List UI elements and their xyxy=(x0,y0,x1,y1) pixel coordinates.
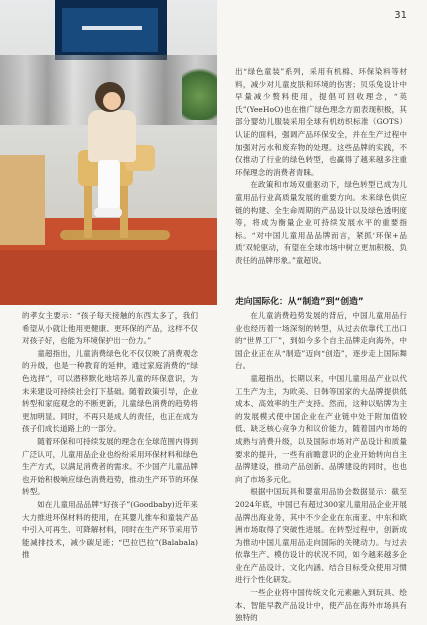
right-column-bottom xyxy=(235,310,407,625)
page-number: 31 xyxy=(394,10,407,21)
exhibition-photo xyxy=(0,0,217,305)
paragraph: 的孝女主要示：“孩子每天接触的东西太多了，我们希望从小就让他用更健康、更环保的产品，这样不仅对孩子好，也能为环境保护出一份力。” xyxy=(22,311,198,346)
photo-child-face xyxy=(103,92,121,110)
photo-display-screen-inner xyxy=(62,8,158,52)
left-column xyxy=(22,310,198,562)
paragraph: 童超指出，长期以来，中国儿童用品产业以代工生产为主，为欧美、日韩等国家的大品牌提供低成本、高效率的生产支持。然而，这种以贴牌为主的发展模式使中国企业在产业链中处于附加值较低、缺乏核心竞争力和议价能力，随着国内市场的成熟与消费升级，以及国际市场对产品设计和质量要求的提升，一些有前瞻意识的企业开始转向自主品牌建设，推动产品创新、品牌建设的同时，也也向了市场多元化。 xyxy=(235,373,407,484)
photo-display-text xyxy=(82,26,142,30)
paragraph: 根据中国玩具和婴童用品协会数据显示：截至2024年底，中国已有超过300家儿童用品企业开展品牌出海业务，其中不少企业在东南亚、中东和欧洲市场取得了突破性进展。在转型过程中，创新成为推动中国儿童用品走向国际的关键动力。与过去依靠生产、模仿设计的状况不同，如今越来越多企业在产品设计、文化内涵、结合目标受众使用习惯进行个性化研发。 xyxy=(235,487,407,585)
photo-wooden-table xyxy=(0,155,45,245)
photo-horse-leg xyxy=(84,186,92,238)
paragraph: 在政策和市场双重驱动下，绿色转型已成为儿童用品行业高质量发展的重要方向。未来绿色供应链的构建、全生命周期的产品设计以及绿色透明度等，将成为衡量企业可持续发展水平的重要指标。“对中国儿童用品品牌而言，紧抓‘环保+品质’双轮驱动，有望在全球市场中树立更加积极、负责任的品牌形象。”童超说。 xyxy=(235,180,407,265)
photo-child-legs xyxy=(98,160,120,210)
paragraph: 童超指出，儿童消费绿色化不仅仅映了消费观念的升级，也是一种教育的延伸，通过家庭消费的“绿色选择”，可以潜移默化地培养儿童的环保意识，为未来建设可持续社会打下基础。随着政策引导，企业转型和家庭观念的不断更新，儿童绿色消费的趋势将更加明显。同时，不再只是成人的责任，也正在成为孩子们成长道路上的一部分。 xyxy=(22,348,198,434)
photo-child-shoes xyxy=(94,208,122,217)
section-heading: 走向国际化：从“制造”到“创造” xyxy=(235,297,364,307)
paragraph: 一些企业将中国传统文化元素融入到玩具、绘本、智能早教产品设计中，使产品在海外市场具有独特的 xyxy=(235,588,407,623)
photo-plant xyxy=(182,60,217,120)
photo-child-dress xyxy=(88,110,136,162)
photo-rocker-base xyxy=(60,230,170,240)
photo-red-floor-lower xyxy=(0,250,217,305)
right-column-top xyxy=(235,66,407,268)
paragraph: 在儿童消费趋势发展的背后，中国儿童用品行业也经历着一场深刻的转型，从过去依靠代工出口的“世界工厂”，到如今多个自主品牌走向海外，中国企业正在从“制造”迈向“创造”，逐步走上国际舞台。 xyxy=(235,311,407,371)
paragraph: 随着环保和可持续发展的理念在全球范围内得到广泛认可，儿童用品企业也纷纷采用环保材料和绿色生产方式，以满足消费者的需求。不少国产儿童品牌也开始积极响应绿色消费趋势，推动生产环节的环保转型。 xyxy=(22,436,198,497)
paragraph: 出“绿色童装”系列，采用有机棉、环保染料等材料，减少对儿童皮肤和环境的伤害；贝乐兔设计中早量减少赘料使用，提倡可回收理念，“英氏”(YeeHoO)也在推广绿色理念方面表现积极，其部分婴幼儿服装采用全球有机纺织标准（GOTS）认证的面料，强调产品环保安全，并在生产过程中加强对污水和废弃物的处理。这些品牌的实践，不仅推动了行业的绿色转型，也赢得了越来越多注重环保理念的消费者青睐。 xyxy=(235,67,407,177)
paragraph: 如在儿童用品品牌“好孩子”(Goodbaby)近年来大力推进环保材料的使用，在其婴儿推车和童装产品中引入可再生、可降解材料，同时在生产环节采用节能减排技术，减少碳足迹；“巴拉巴拉”(Balabala)推 xyxy=(22,499,198,560)
